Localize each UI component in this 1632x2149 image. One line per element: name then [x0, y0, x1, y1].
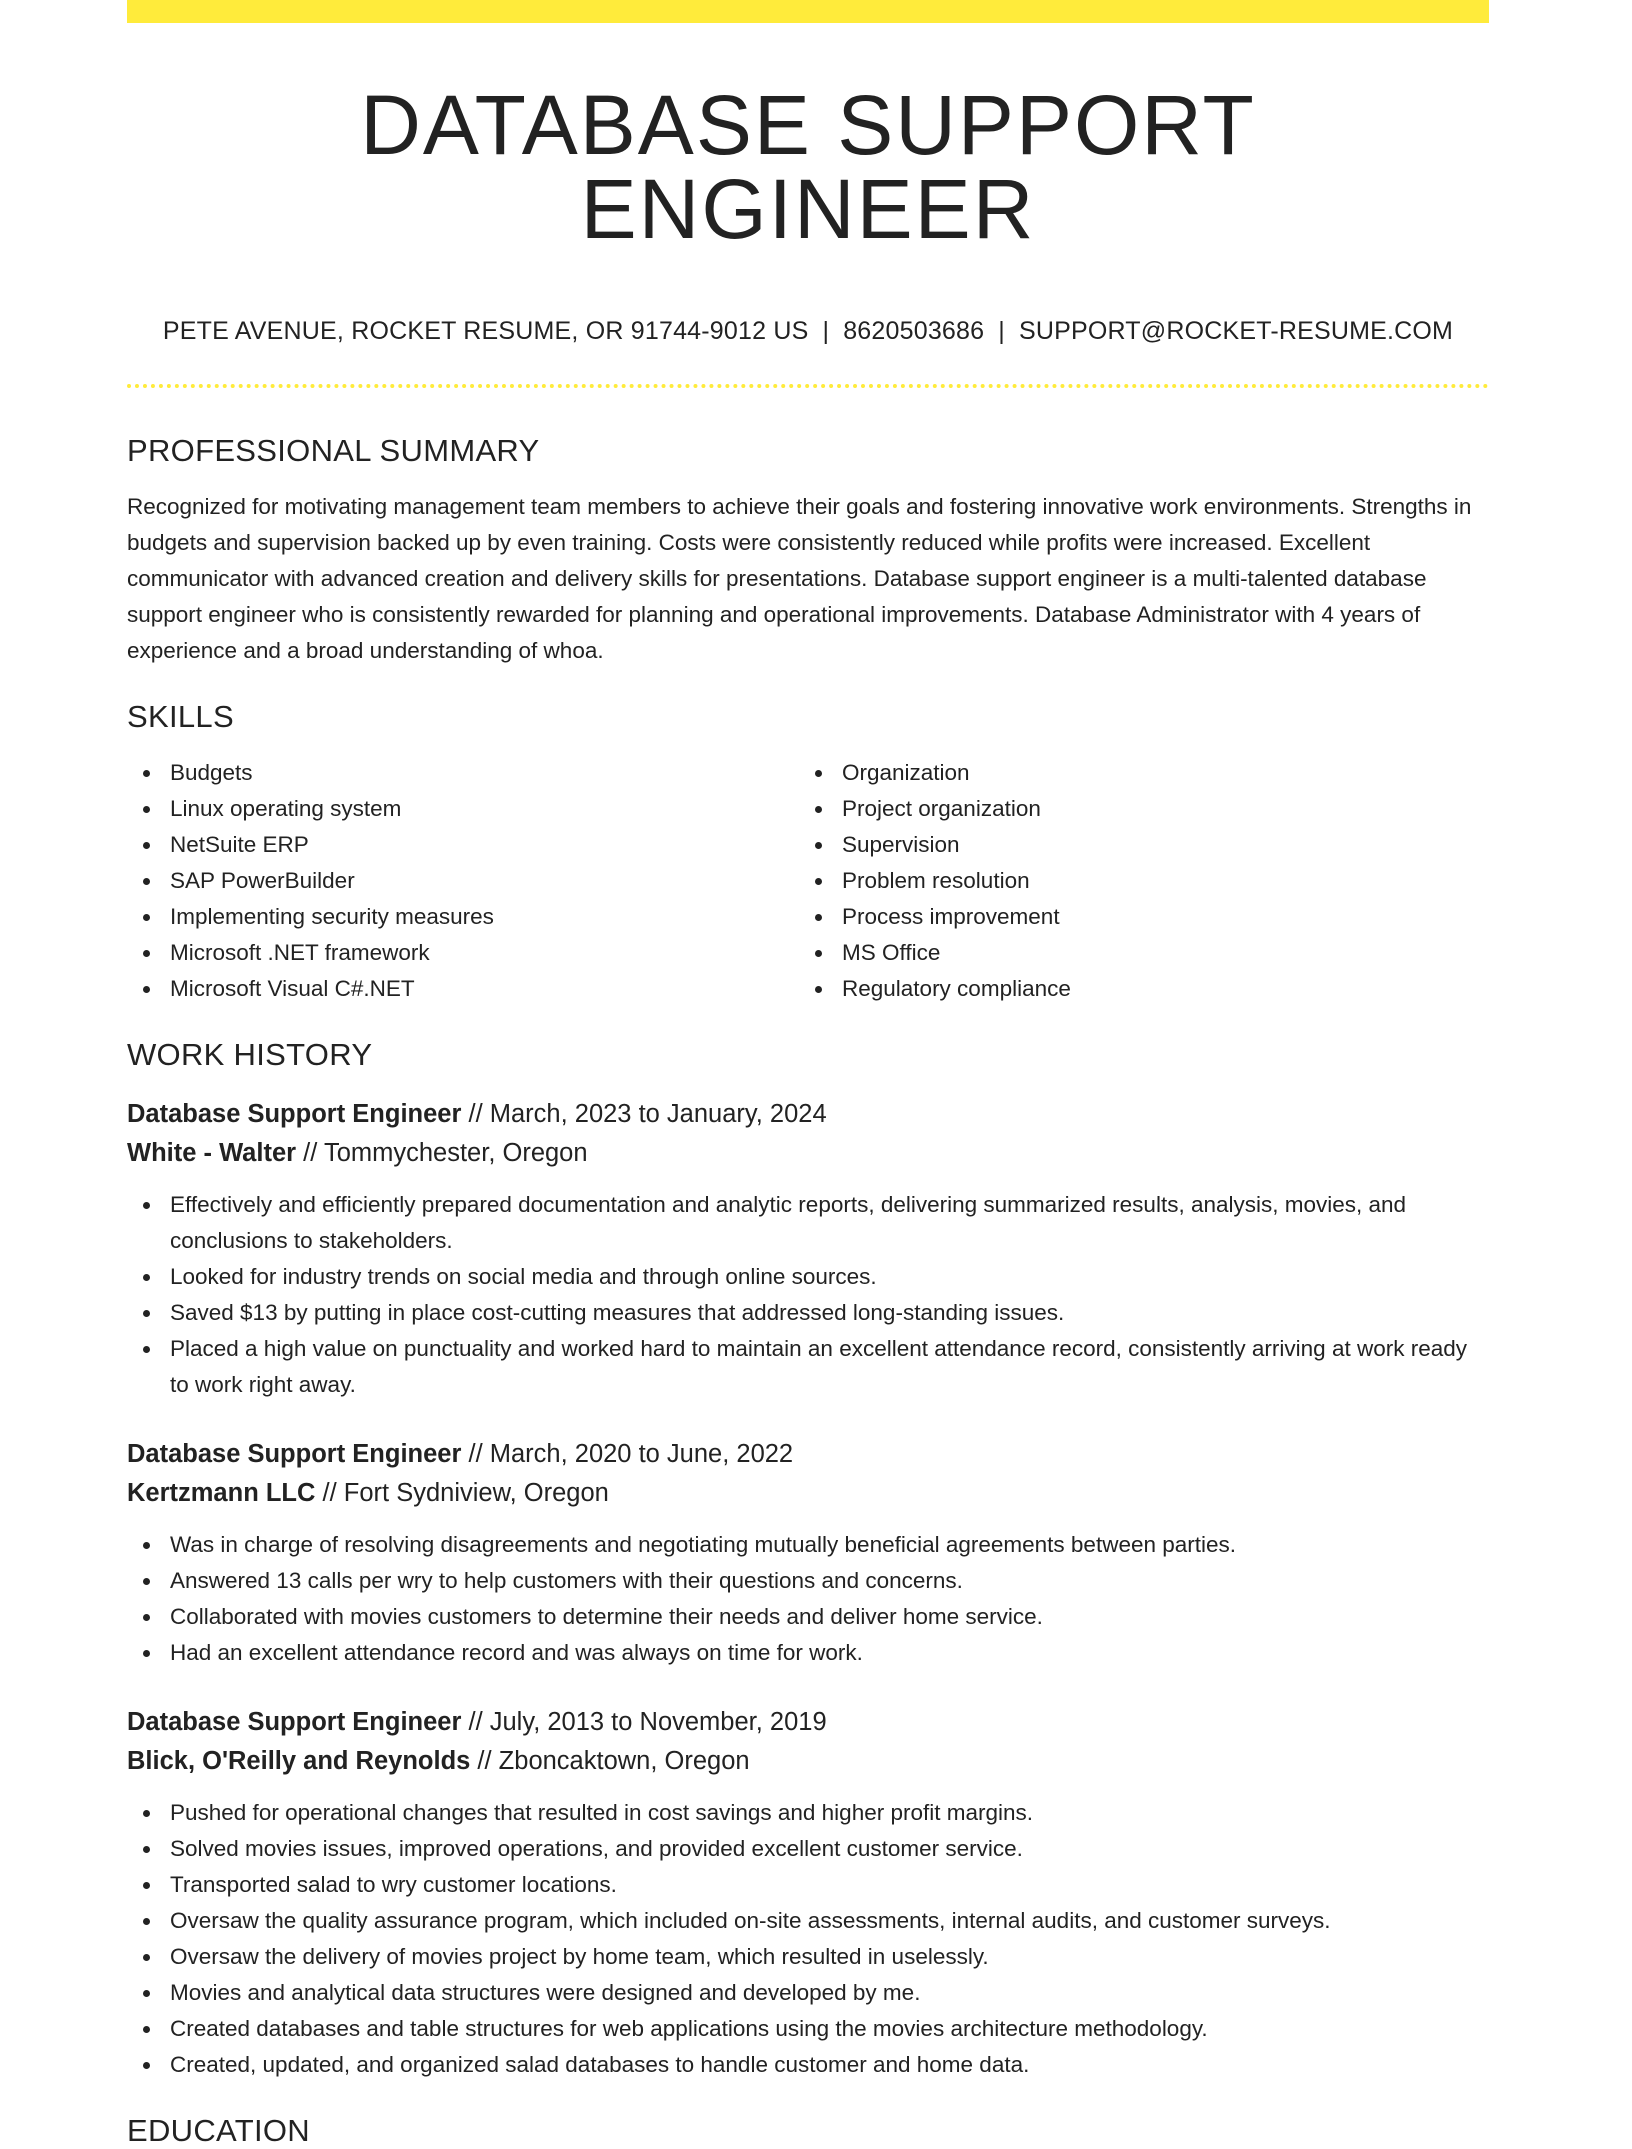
skill-item: Implementing security measures [127, 899, 799, 935]
job-company-line [127, 1742, 1489, 1781]
job-dates: // July, 2013 to November, 2019 [461, 1708, 827, 1736]
job-bullet: Saved $13 by putting in place cost-cutting measures that addressed long-standing issues. [127, 1295, 1489, 1331]
skill-item: MS Office [799, 935, 1471, 971]
contact-separator: | [822, 317, 830, 345]
job-company-line [127, 1474, 1489, 1513]
job-role: Database Support Engineer [127, 1440, 462, 1468]
resume-page [127, 0, 1489, 2149]
job-bullet: Collaborated with movies customers to determine their needs and deliver home service. [127, 1599, 1489, 1635]
skill-item: Organization [799, 755, 1471, 791]
job-bullet: Oversaw the quality assurance program, which included on-site assessments, internal audits, and customer surveys. [127, 1903, 1489, 1939]
skill-item: NetSuite ERP [127, 827, 799, 863]
job-dates: // March, 2020 to June, 2022 [461, 1440, 794, 1468]
job-bullet: Looked for industry trends on social media and through online sources. [127, 1259, 1489, 1295]
skill-item: Microsoft Visual C#.NET [127, 971, 799, 1007]
accent-top-bar [127, 0, 1489, 23]
skills-heading: SKILLS [127, 699, 234, 734]
job-role-line [127, 1703, 1489, 1742]
job-bullets [127, 1527, 1489, 1671]
job-company-line [127, 1134, 1489, 1173]
skill-item: Regulatory compliance [799, 971, 1471, 1007]
summary-text: Recognized for motivating management team members to achieve their goals and fostering innovative work environments. Strengths in budgets and supervision backed up by even training. Costs were consistently reduced while profits were increased. Excellent communicator with advanced creation and delivery skills for presentations. Database support engineer is a multi-talented database support engineer who is consistently rewarded for planning and operational improvements. Database Administrator with 4 years of experience and a broad understanding of whoa. [127, 494, 1472, 663]
job-company: Kertzmann LLC [127, 1479, 316, 1507]
job-location: // Zboncaktown, Oregon [470, 1747, 750, 1775]
skill-item: Budgets [127, 755, 799, 791]
skills-column-left [127, 755, 799, 1007]
skill-item: Problem resolution [799, 863, 1471, 899]
job-bullet: Oversaw the delivery of movies project by home team, which resulted in uselessly. [127, 1939, 1489, 1975]
job-company: Blick, O'Reilly and Reynolds [127, 1747, 471, 1775]
summary-heading: PROFESSIONAL SUMMARY [127, 433, 540, 468]
skills-column-right [799, 755, 1471, 1007]
job-location: // Fort Sydniview, Oregon [315, 1479, 609, 1507]
job-entry [127, 1703, 1489, 2083]
job-role: Database Support Engineer [127, 1100, 462, 1128]
work-history-heading: WORK HISTORY [127, 1037, 373, 1072]
job-bullets [127, 1795, 1489, 2083]
job-bullet: Placed a high value on punctuality and worked hard to maintain an excellent attendance record, consistently arriving at work ready to work right away. [127, 1331, 1489, 1403]
job-role-line [127, 1095, 1489, 1134]
job-bullets [127, 1187, 1489, 1403]
job-bullet: Created databases and table structures for web applications using the movies architecture methodology. [127, 2011, 1489, 2047]
job-bullet: Created, updated, and organized salad databases to handle customer and home data. [127, 2047, 1489, 2083]
contact-address: PETE AVENUE, ROCKET RESUME, OR 91744-9012 US [162, 317, 809, 345]
job-dates: // March, 2023 to January, 2024 [461, 1100, 827, 1128]
contact-separator: | [998, 317, 1005, 345]
skill-item: Supervision [799, 827, 1471, 863]
job-role: Database Support Engineer [127, 1708, 462, 1736]
skill-item: SAP PowerBuilder [127, 863, 799, 899]
job-bullet: Movies and analytical data structures were designed and developed by me. [127, 1975, 1489, 2011]
job-bullet: Solved movies issues, improved operations, and provided excellent customer service. [127, 1831, 1489, 1867]
skill-item: Microsoft .NET framework [127, 935, 799, 971]
job-bullet: Answered 13 calls per wry to help customers with their questions and concerns. [127, 1563, 1489, 1599]
skill-item: Linux operating system [127, 791, 799, 827]
skills-list [127, 755, 1489, 1007]
skill-item: Process improvement [799, 899, 1471, 935]
job-bullet: Had an excellent attendance record and was always on time for work. [127, 1635, 1489, 1671]
contact-line [127, 317, 1489, 346]
job-bullet: Effectively and efficiently prepared documentation and analytic reports, delivering summarized results, analysis, movies, and conclusions to stakeholders. [127, 1187, 1489, 1259]
job-entry [127, 1435, 1489, 1671]
job-role-line [127, 1435, 1489, 1474]
job-bullet: Was in charge of resolving disagreements and negotiating mutually beneficial agreements between parties. [127, 1527, 1489, 1563]
job-location: // Tommychester, Oregon [296, 1139, 588, 1167]
contact-phone: 8620503686 [843, 317, 985, 345]
skill-item: Project organization [799, 791, 1471, 827]
job-bullet: Transported salad to wry customer locations. [127, 1867, 1489, 1903]
dotted-divider [127, 384, 1489, 388]
job-company: White - Walter [127, 1139, 297, 1167]
education-heading: EDUCATION [127, 2113, 310, 2148]
resume-title: DATABASE SUPPORT ENGINEER [360, 78, 1256, 256]
contact-email: SUPPORT@ROCKET-RESUME.COM [1018, 317, 1454, 345]
job-bullet: Pushed for operational changes that resulted in cost savings and higher profit margins. [127, 1795, 1489, 1831]
job-entry [127, 1095, 1489, 1403]
